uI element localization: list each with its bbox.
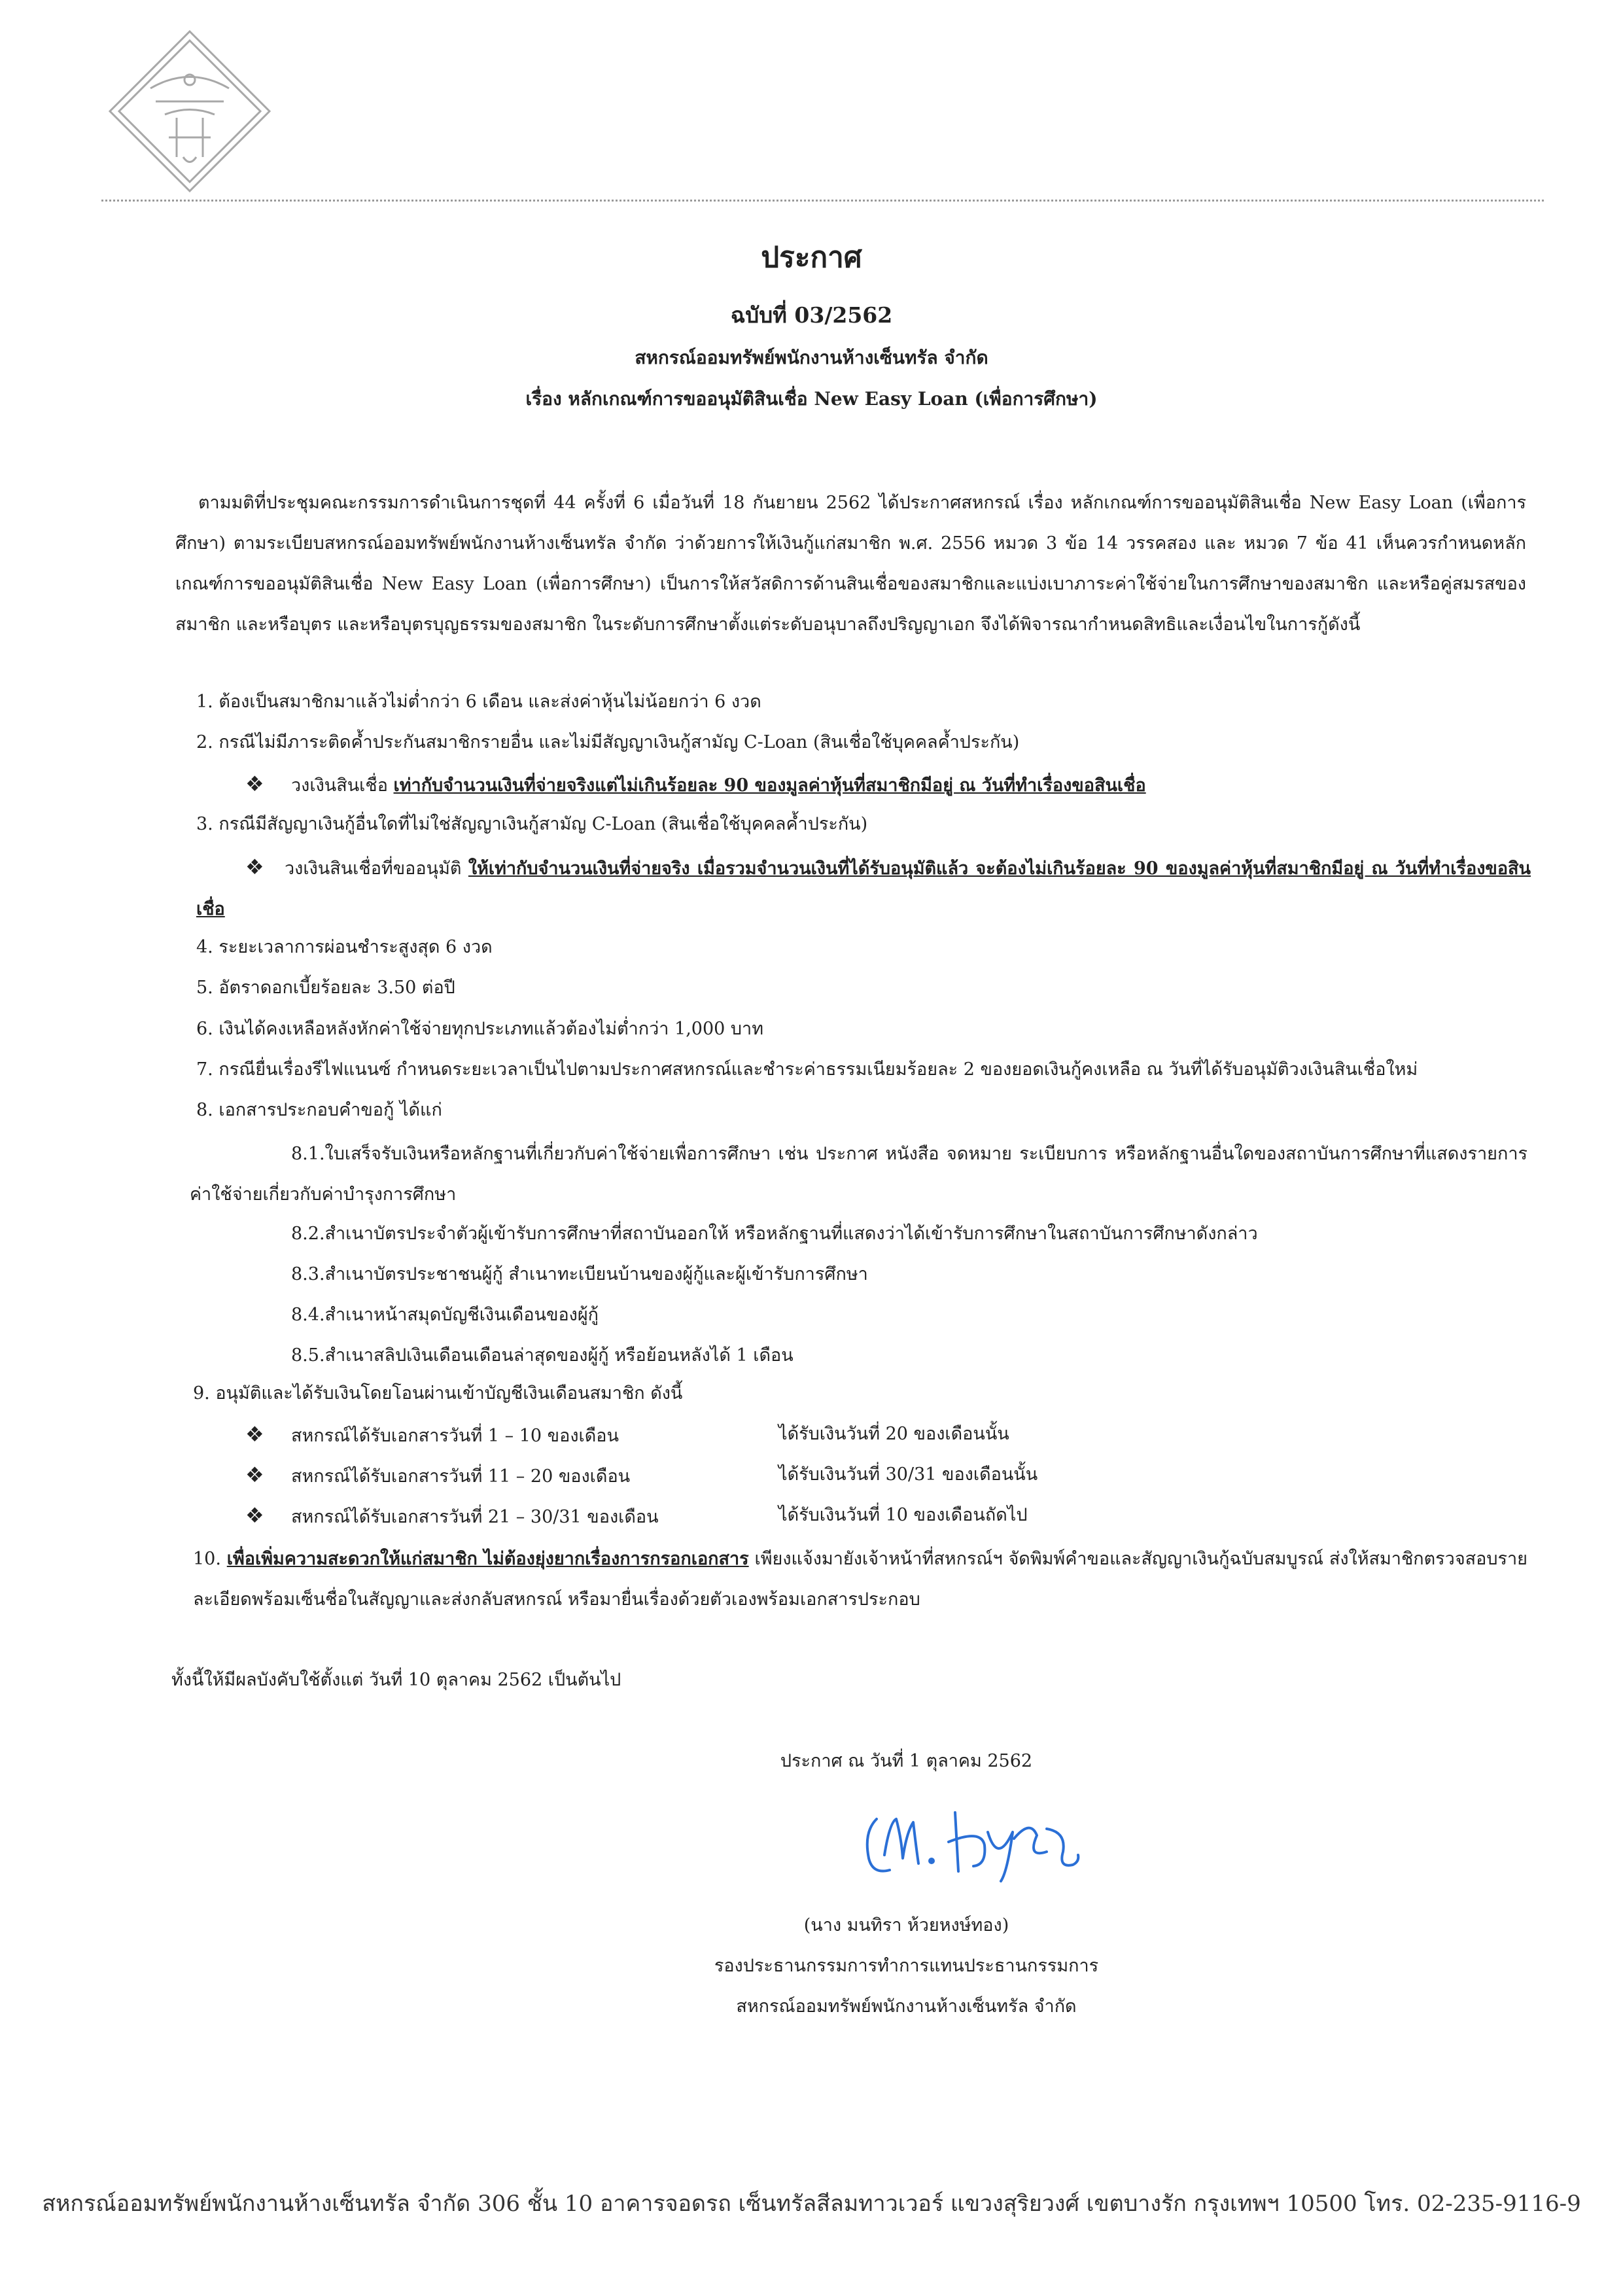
item-2: 2. กรณีไม่มีภาระติดค้ำประกันสมาชิกรายอื่น และไม่มีสัญญาเงินกู้สามัญ C-Loan (สินเชื่อใช้บุคคลค้ำประกัน)	[196, 732, 1020, 752]
footer-address: สหกรณ์ออมทรัพย์พนักงานห้างเซ็นทรัล จำกัด 306 ชั้น 10 อาคารจอดรถ เซ็นทรัลสีลมทาวเวอร์ แขวงสุริยวงศ์ เขตบางรัก กรุงเทพฯ 10500 โทร. 02-235-9116-9	[42, 2191, 1581, 2217]
item-6: 6. เงินได้คงเหลือหลังหักค่าใช้จ่ายทุกประเภทแล้วต้องไม่ต่ำกว่า 1,000 บาท	[196, 1019, 764, 1039]
diamond-bullet-icon: ❖	[245, 1422, 264, 1447]
item-10-text: เพียงแจ้งมายังเจ้าหน้าที่สหกรณ์ฯ จัดพิมพ์คำขอและสัญญาเงินกู้ฉบับสมบูรณ์ ส่งให้สมาชิกตรวจสอบรายละเอียดพร้อมเซ็นชื่อในสัญญาและส่งกลับสหกรณ์ หรือมายื่นเรื่องด้วยตัวเองพร้อมเอกสารประกอบ	[193, 1549, 1527, 1610]
item-10-emphasis: เพื่อเพิ่มความสะดวกให้แก่สมาชิก ไม่ต้องยุ่งยากเรื่องการกรอกเอกสาร	[226, 1549, 749, 1569]
schedule-received: สหกรณ์ได้รับเอกสารวันที่ 11 – 20 ของเดือน	[291, 1466, 631, 1487]
item-8-2: 8.2.สำเนาบัตรประจำตัวผู้เข้ารับการศึกษาที่สถาบันออกให้ หรือหลักฐานที่แสดงว่าได้เข้ารับการศึกษาในสถาบันการศึกษาดังกล่าว	[291, 1224, 1258, 1244]
subject-line: เรื่อง หลักเกณฑ์การขออนุมัติสินเชื่อ New Easy Loan (เพื่อการศึกษา)	[525, 388, 1098, 410]
schedule-row	[245, 1462, 630, 1490]
schedule-row	[245, 1421, 619, 1449]
diamond-bullet-icon: ❖	[245, 855, 264, 879]
item-8-3: 8.3.สำเนาบัตรประชาชนผู้กู้ สำเนาทะเบียนบ้านของผู้กู้และผู้เข้ารับการศึกษา	[291, 1264, 868, 1284]
document-title: ประกาศ	[761, 241, 862, 274]
schedule-paid: ได้รับเงินวันที่ 10 ของเดือนถัดไป	[778, 1505, 1028, 1525]
signatory-name: (นาง มนทิรา ห้วยหงษ์ทอง)	[803, 1915, 1009, 1935]
item-5: 5. อัตราดอกเบี้ยร้อยละ 3.50 ต่อปี	[196, 978, 455, 998]
item-10	[193, 1539, 1527, 1620]
item-1: 1. ต้องเป็นสมาชิกมาแล้วไม่ต่ำกว่า 6 เดือน และส่งค่าหุ้นไม่น้อยกว่า 6 งวด	[196, 692, 761, 712]
schedule-row	[245, 1502, 659, 1530]
diamond-bullet-icon: ❖	[245, 771, 264, 796]
item-8: 8. เอกสารประกอบคำขอกู้ ได้แก่	[196, 1100, 442, 1120]
item-7: 7. กรณียื่นเรื่องรีไฟแนนซ์ กำหนดระยะเวลาเป็นไปตามประกาศสหกรณ์และชำระค่าธรรมเนียมร้อยละ 2 ของยอดเงินกู้คงเหลือ ณ วันที่ได้รับอนุมัติวงเงินสินเชื่อใหม่	[196, 1059, 1418, 1080]
item-9: 9. อนุมัติและได้รับเงินโดยโอนผ่านเข้าบัญชีเงินเดือนสมาชิก ดังนี้	[193, 1383, 683, 1404]
issue-number: ฉบับที่ 03/2562	[730, 302, 893, 328]
intro-paragraph: ตามมติที่ประชุมคณะกรรมการดำเนินการชุดที่ 44 ครั้งที่ 6 เมื่อวันที่ 18 กันยายน 2562 ได้ประกาศสหกรณ์ เรื่อง หลักเกณฑ์การขออนุมัติสินเชื่อ New Easy Loan (เพื่อการศึกษา) ตามระเบียบสหกรณ์ออมทรัพย์พนักงานห้างเซ็นทรัล จำกัด ว่าด้วยการให้เงินกู้แก่สมาชิก พ.ศ. 2556 หมวด 3 ข้อ 14 วรรคสอง และ หมวด 7 ข้อ 41 เห็นควรกำหนดหลักเกณฑ์การขออนุมัติสินเชื่อ New Easy Loan (เพื่อการศึกษา) เป็นการให้สวัสดิการด้านสินเชื่อของสมาชิกและแบ่งเบาภาระค่าใช้จ่ายในการศึกษาของสมาชิก และหรือคู่สมรสของสมาชิก และหรือบุตร และหรือบุตรบุญธรรมของสมาชิก ในระดับการศึกษาตั้งแต่ระดับอนุบาลถึงปริญญาเอก จึงได้พิจารณากำหนดสิทธิและเงื่อนไขในการกู้ดังนี้	[175, 493, 1526, 635]
announcement-date: ประกาศ ณ วันที่ 1 ตุลาคม 2562	[780, 1751, 1033, 1771]
item-3-bullet	[196, 847, 1531, 930]
schedule-paid: ได้รับเงินวันที่ 30/31 ของเดือนนั้น	[778, 1464, 1038, 1485]
diamond-bullet-icon: ❖	[245, 1462, 264, 1487]
item-10-number: 10.	[193, 1549, 227, 1569]
diamond-bullet-icon: ❖	[245, 1503, 264, 1528]
item-8-5: 8.5.สำเนาสลิปเงินเดือนเดือนล่าสุดของผู้กู้ หรือย้อนหลังได้ 1 เดือน	[291, 1345, 794, 1366]
schedule-received: สหกรณ์ได้รับเอกสารวันที่ 1 – 10 ของเดือน	[291, 1426, 619, 1446]
item-3-bullet-prefix: วงเงินสินเชื่อที่ขออนุมัติ	[285, 858, 468, 879]
item-2-bullet-emphasis: เท่ากับจำนวนเงินที่จ่ายจริงแต่ไม่เกินร้อยละ 90 ของมูลค่าหุ้นที่สมาชิกมีอยู่ ณ วันที่ทำเรื่องขอสินเชื่อ	[393, 775, 1146, 796]
item-4: 4. ระยะเวลาการผ่อนชำระสูงสุด 6 งวด	[196, 937, 493, 957]
item-8-4: 8.4.สำเนาหน้าสมุดบัญชีเงินเดือนของผู้กู้	[291, 1305, 599, 1325]
header-divider	[101, 200, 1544, 202]
signatory-position: รองประธานกรรมการทำการแทนประธานกรรมการ	[714, 1956, 1099, 1976]
item-2-bullet-prefix: วงเงินสินเชื่อ	[291, 775, 394, 796]
cooperative-logo	[105, 26, 275, 196]
item-2-bullet	[245, 771, 1146, 799]
signatory-organization: สหกรณ์ออมทรัพย์พนักงานห้างเซ็นทรัล จำกัด	[736, 1996, 1077, 2017]
item-3: 3. กรณีมีสัญญาเงินกู้อื่นใดที่ไม่ใช่สัญญาเงินกู้สามัญ C-Loan (สินเชื่อใช้บุคคลค้ำประกัน)	[196, 814, 868, 834]
schedule-paid: ได้รับเงินวันที่ 20 ของเดือนนั้น	[778, 1424, 1009, 1444]
handwritten-signature	[850, 1793, 1099, 1891]
item-3-bullet-emphasis: ให้เท่ากับจำนวนเงินที่จ่ายจริง เมื่อรวมจำนวนเงินที่ได้รับอนุมัติแล้ว จะต้องไม่เกินร้อยละ 90 ของมูลค่าหุ้นที่สมาชิกมีอยู่ ณ วันที่ทำเรื่องขอสินเชื่อ	[196, 858, 1531, 919]
effective-date: ทั้งนี้ให้มีผลบังคับใช้ตั้งแต่ วันที่ 10 ตุลาคม 2562 เป็นต้นไป	[171, 1670, 621, 1690]
item-8-1: 8.1.ใบเสร็จรับเงินหรือหลักฐานที่เกี่ยวกับค่าใช้จ่ายเพื่อการศึกษา เช่น ประกาศ หนังสือ จดหมาย ระเบียบการ หรือหลักฐานอื่นใดของสถาบันการศึกษาที่แสดงรายการค่าใช้จ่ายเกี่ยวกับค่าบำรุงการศึกษา	[190, 1144, 1527, 1205]
schedule-received: สหกรณ์ได้รับเอกสารวันที่ 21 – 30/31 ของเดือน	[291, 1507, 659, 1527]
organization-name: สหกรณ์ออมทรัพย์พนักงานห้างเซ็นทรัล จำกัด	[635, 347, 988, 368]
